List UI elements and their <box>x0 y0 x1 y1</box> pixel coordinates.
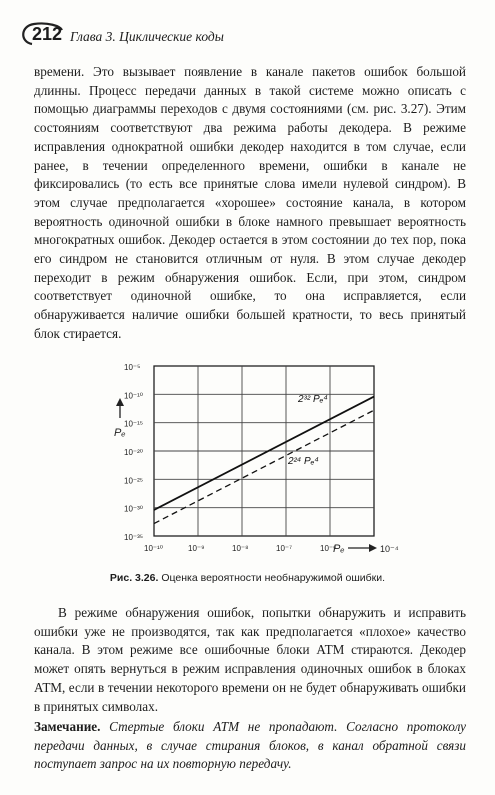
x-tick-label: 10⁻⁹ <box>188 544 205 553</box>
probability-chart <box>90 350 420 570</box>
y-tick-label: 10⁻³⁰ <box>124 504 143 514</box>
y-tick-label: 10⁻²⁰ <box>124 448 143 457</box>
y-tick-label: 10⁻⁵ <box>124 363 141 372</box>
page-number-badge <box>18 20 64 48</box>
series-label-2: 2²⁴ Pₑ⁴ <box>288 456 319 467</box>
note-label: Замечание. <box>34 719 101 734</box>
y-tick-label: 10⁻²⁵ <box>124 476 144 486</box>
x-axis-label-group <box>333 543 399 555</box>
x-axis-label: Pₑ <box>333 543 345 555</box>
caption-text: Оценка вероятности необнаружимой ошибки. <box>161 572 386 584</box>
figure-3-26 <box>90 350 420 590</box>
paragraph-2: В режиме обнаружения ошибок, попытки обнаружить и исправить ошибки уже не производятся, так как предполагается «плохое» качество канала. В этом режиме все ошибочные блоки АТМ стираются. Декодер может опять вернуться в режим исправления одиночных ошибок в блоках АТМ, если в течении некоторого времени он не будет обнаруживать ошибки в принятых символах. <box>34 605 466 714</box>
note-paragraph <box>34 718 466 774</box>
note-text: Стертые блоки АТМ не пропадают. Согласно протоколу передачи данных, в случае стирания блоков, в канал обратной связи поступает запрос на их повторную передачу. <box>34 719 466 772</box>
x-tick-label: 10⁻⁶ <box>320 544 337 553</box>
series-line-2 <box>154 410 374 523</box>
x-axis-end-label: 10⁻⁴ <box>380 544 399 554</box>
x-tick-labels <box>144 544 336 553</box>
figure-caption <box>0 572 495 584</box>
x-tick-label: 10⁻¹⁰ <box>144 544 163 553</box>
caption-number: Рис. 3.26. <box>109 572 159 584</box>
y-tick-label: 10⁻³⁵ <box>124 533 144 542</box>
x-axis-arrow-head-icon <box>369 544 377 552</box>
y-axis-label: Pₑ <box>114 427 126 439</box>
x-tick-label: 10⁻⁸ <box>232 544 249 553</box>
paragraph-1: времени. Это вызывает появление в канале пакетов ошибок большой длинны. Процесс передачи данных в такой системе можно описать с помощью диаграммы переходов с двумя состояниями (см. рис. 3.27). Этим состояниям соответствуют два режима работы декодера. В режиме исправления однократной ошибки декодер находится в том случае, если ранее, в течении определенного времени, ошибки в канале не фиксировались (то есть все принятые слова имели нулевой синдром). В этом случае предполагается «хорошее» состояние канала, в котором вероятность одиночной ошибки в блоке намного превышает вероятность многократных ошибок. Декодер остается в этом состоянии до тех пор, пока его синдром не становится отличным от нуля. В этом случае декодер переходит в режим обнаружения ошибок. Если, при этом, синдром соответствует одиночной ошибке, то она исправляется, если обнаруживается наличие ошибки большей кратности, то весь принятый блок стирается. <box>34 64 466 341</box>
y-tick-label: 10⁻¹⁰ <box>124 391 143 401</box>
page-number: 212 <box>32 24 63 44</box>
series-label-1: 2³² Pₑ⁴ <box>298 394 328 405</box>
y-axis-arrow-head-icon <box>116 398 124 406</box>
y-tick-labels <box>124 363 143 542</box>
series-lines <box>154 397 374 524</box>
grid-lines <box>154 366 374 536</box>
chapter-title: Глава 3. Циклические коды <box>70 29 224 44</box>
page-header <box>18 20 478 50</box>
y-tick-label: 10⁻¹⁵ <box>124 419 144 429</box>
x-tick-label: 10⁻⁷ <box>276 544 293 553</box>
series-line-1 <box>154 397 374 510</box>
y-axis-label-group <box>114 398 126 439</box>
